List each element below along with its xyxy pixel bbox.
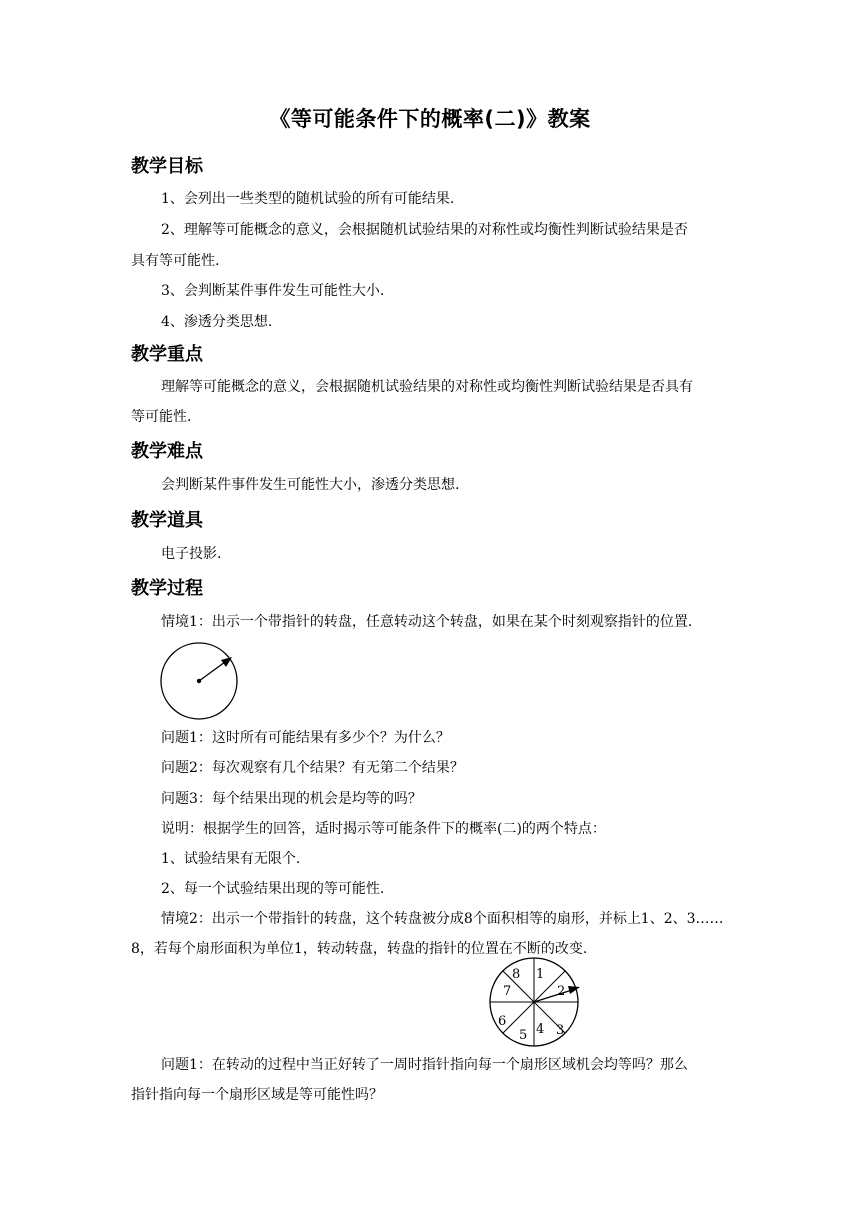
document-title: 《等可能条件下的概率(二)》教案 xyxy=(269,107,591,131)
key-point-line-2: 等可能性. xyxy=(131,409,192,425)
goal-item-2: 2、理解等可能概念的意义，会根据随机试验结果的对称性或均衡性判断试验结果是否 xyxy=(161,222,688,238)
sector-label-3: 3 xyxy=(556,1023,565,1038)
scene-2-text-line-2: 8，若每个扇形面积为单位1，转动转盘，转盘的指针的位置在不断的改变. xyxy=(131,941,588,957)
spinner-arrowhead xyxy=(221,657,232,667)
sector-label-8: 8 xyxy=(512,967,521,982)
goal-item-2-cont: 具有等可能性. xyxy=(131,253,220,269)
feature-2: 2、每一个试验结果出现的等可能性. xyxy=(161,881,385,897)
scene-2-text-line-1: 情境2：出示一个带指针的转盘，这个转盘被分成8个面积相等的扇形，并标上1、2、3…… xyxy=(161,911,724,927)
sector-label-5: 5 xyxy=(519,1028,528,1043)
scene-1-text: 情境1：出示一个带指针的转盘，任意转动这个转盘，如果在某个时刻观察指针的位置. xyxy=(161,614,693,630)
tools-line: 电子投影. xyxy=(161,546,222,562)
scene-2-question-line-2: 指针指向每一个扇形区域是等可能性吗？ xyxy=(131,1087,383,1103)
spinner8-arrowhead xyxy=(568,986,580,994)
sector-label-2: 2 xyxy=(557,984,566,999)
feature-1: 1、试验结果有无限个. xyxy=(161,851,301,867)
sector-label-4: 4 xyxy=(536,1022,545,1037)
heading-goals: 教学目标 xyxy=(131,156,203,177)
question-3: 问题3：每个结果出现的机会是均等的吗？ xyxy=(161,791,422,807)
difficulty-line: 会判断某件事件发生可能性大小，渗透分类思想. xyxy=(161,477,460,493)
spinner-figure-8-sectors xyxy=(484,956,584,1048)
heading-difficulties: 教学难点 xyxy=(131,441,203,462)
question-1: 问题1：这时所有可能结果有多少个？为什么？ xyxy=(161,730,450,746)
heading-tools: 教学道具 xyxy=(131,510,203,531)
key-point-line-1: 理解等可能概念的意义，会根据随机试验结果的对称性或均衡性判断试验结果是否具有 xyxy=(161,379,693,395)
scene-2-question-line-1: 问题1：在转动的过程中当正好转了一周时指针指向每一个扇形区域机会均等吗？那么 xyxy=(161,1057,688,1073)
sector-label-7: 7 xyxy=(503,984,512,999)
goal-item-3: 3、会判断某件事件发生可能性大小. xyxy=(161,283,385,299)
heading-key-points: 教学重点 xyxy=(131,344,203,365)
heading-process: 教学过程 xyxy=(131,578,203,599)
sector-label-1: 1 xyxy=(536,967,545,982)
goal-item-1: 1、会列出一些类型的随机试验的所有可能结果. xyxy=(161,191,455,207)
sector-label-6: 6 xyxy=(498,1014,507,1029)
spinner-pointer xyxy=(199,662,225,681)
question-2: 问题2：每次观察有几个结果？有无第二个结果？ xyxy=(161,760,464,776)
explanation: 说明：根据学生的回答，适时揭示等可能条件下的概率(二)的两个特点： xyxy=(161,821,606,837)
spinner-figure-1 xyxy=(158,642,240,720)
goal-item-4: 4、渗透分类思想. xyxy=(161,314,273,330)
